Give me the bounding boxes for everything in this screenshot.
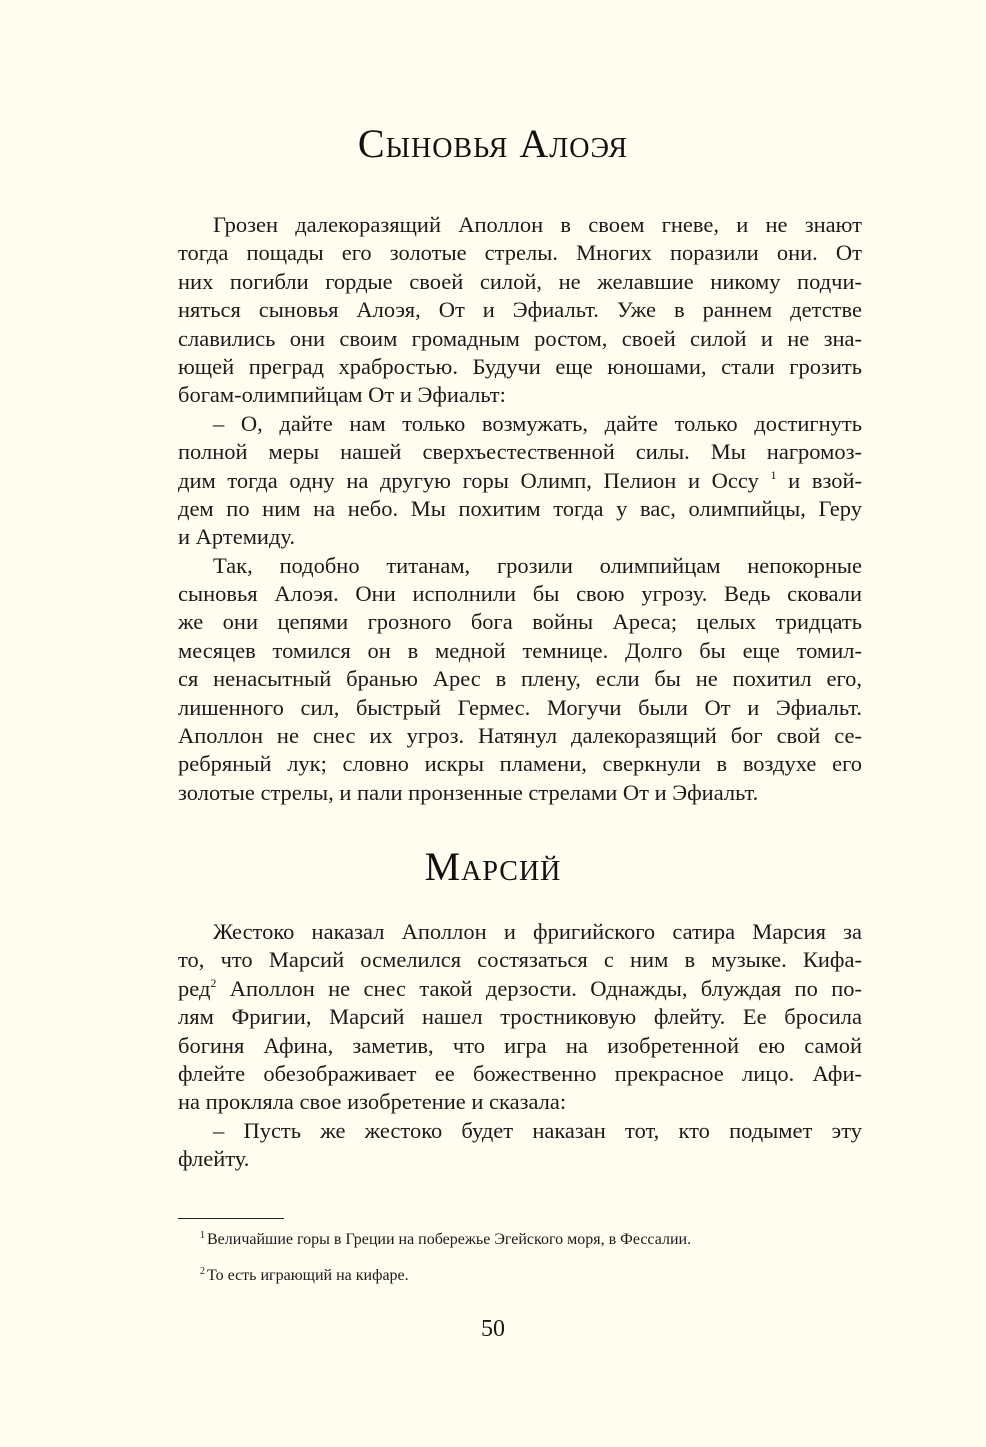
paragraph <box>178 211 862 410</box>
text-line: лям Фригии, Марсий нашел тростниковую флейту. Ее бросила <box>178 1004 862 1030</box>
footnote-2 <box>200 1267 409 1285</box>
text-line: ся ненасытный бранью Арес в плену, если бы не похитил его, <box>178 666 862 692</box>
text-line: богам-олимпийцам От и Эфиальт: <box>178 382 506 408</box>
text-line: дем по ним на небо. Мы похитим тогда у вас, олимпийцы, Геру <box>178 495 862 521</box>
footnote-reference: 2 <box>210 975 217 990</box>
footnote-text: Величайшие горы в Греции на побережье Эгейского моря, в Фессалии. <box>207 1231 692 1248</box>
text-line: них погибли гордые своей силой, не желавшие никому подчи- <box>178 268 862 294</box>
text-line: на прокляла свое изобретение и сказала: <box>178 1089 567 1115</box>
text-segment: и взой- <box>776 467 862 493</box>
text-line: то, что Марсий осмелился состязаться с ним в музыке. Кифа- <box>178 947 862 973</box>
footnote-mark: 1 <box>200 1230 205 1241</box>
footnote-separator <box>178 1218 284 1219</box>
text-line: славились они своим громадным ростом, своей силой и не зна- <box>178 325 862 351</box>
text-line <box>178 975 862 1003</box>
text-segment: дим тогда одну на другую горы Олимп, Пелион и Оссу <box>178 467 771 493</box>
text-line: няться сыновья Алоэя, От и Эфиальт. Уже в раннем детстве <box>178 297 862 323</box>
text-line: и Артемиду. <box>178 524 296 550</box>
paragraph <box>178 410 862 552</box>
footnote-text: То есть играющий на кифаре. <box>207 1267 409 1284</box>
text-line: флейте обезображивает ее божественно прекрасное лицо. Афи- <box>178 1060 862 1086</box>
text-line: сыновья Алоэя. Они исполнили бы свою угрозу. Ведь сковали <box>178 581 862 607</box>
section-body-sons-of-aloeus <box>178 211 862 807</box>
page-number: 50 <box>481 1316 505 1342</box>
paragraph <box>178 1117 862 1174</box>
text-line: ющей преград храбростью. Будучи еще юношами, стали грозить <box>178 353 862 379</box>
paragraph <box>178 918 862 1117</box>
text-line: лишенного сил, быстрый Гермес. Могучи были От и Эфиальт. <box>178 694 862 720</box>
text-line: богиня Афина, заметив, что игра на изобретенной ею самой <box>178 1032 862 1058</box>
text-segment: ред <box>178 975 211 1001</box>
section-body-marsyas <box>178 918 862 1174</box>
text-line: Так, подобно титанам, грозили олимпийцам непокорные <box>213 552 862 578</box>
text-segment: Аполлон не снес такой дерзости. Однажды, блуждая по по- <box>216 975 862 1001</box>
footnote-reference: 1 <box>770 467 777 482</box>
section-title-sons-of-aloeus: Сыновья Алоэя <box>357 121 629 166</box>
text-line: месяцев томился он в медной темнице. Долго бы еще томил- <box>178 637 862 663</box>
text-line: – Пусть же жестоко будет наказан тот, кто подымет эту <box>213 1117 862 1143</box>
footnote-1 <box>200 1231 691 1249</box>
text-line: полной меры нашей сверхъестественной силы. Мы нагромоз- <box>178 439 862 465</box>
section-title-marsyas: Марсий <box>424 844 562 889</box>
text-line: Аполлон не снес их угроз. Натянул далекоразящий бог свой се- <box>178 723 862 749</box>
text-line: золотые стрелы, и пали пронзенные стрелами От и Эфиальт. <box>178 779 759 805</box>
text-line: флейту. <box>178 1146 250 1172</box>
paragraph <box>178 552 862 808</box>
text-line: тогда пощады его золотые стрелы. Многих поразили они. От <box>178 240 862 266</box>
text-line: ребряный лук; словно искры пламени, сверкнули в воздухе его <box>178 751 862 777</box>
text-line <box>178 467 862 495</box>
text-line: Грозен далекоразящий Аполлон в своем гневе, и не знают <box>213 212 862 237</box>
text-line: же они цепями грозного бога войны Ареса; целых тридцать <box>178 609 862 635</box>
text-line: Жестоко наказал Аполлон и фригийского сатира Марсия за <box>213 919 862 944</box>
text-line: – О, дайте нам только возмужать, дайте только достигнуть <box>213 410 862 436</box>
footnote-mark: 2 <box>200 1266 205 1277</box>
